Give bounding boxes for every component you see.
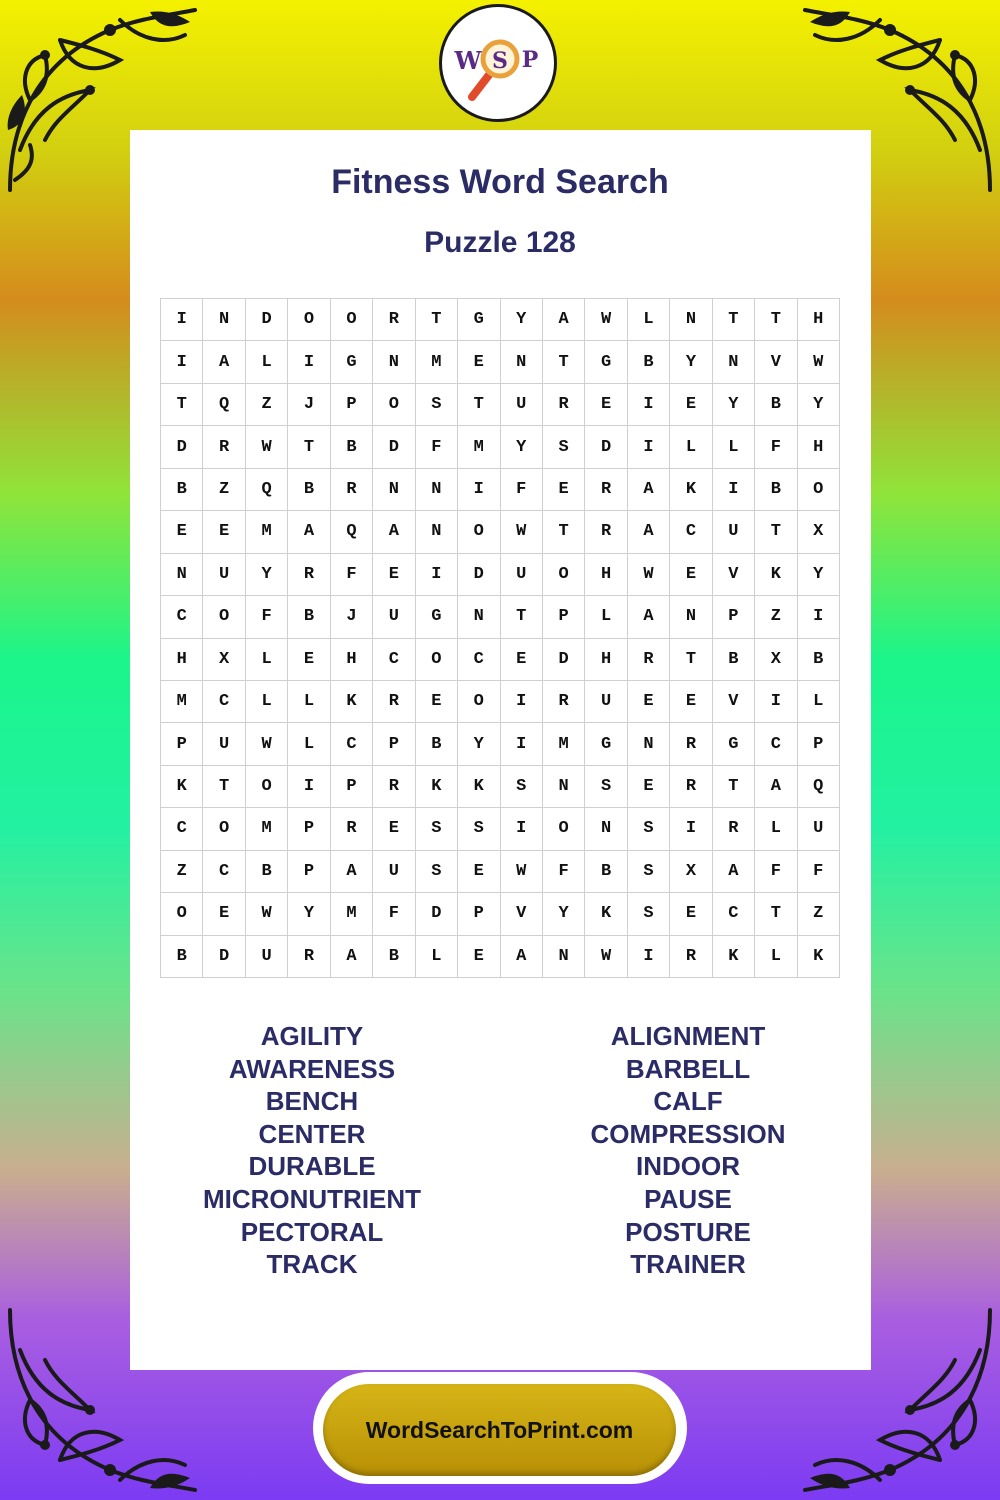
grid-cell: A — [628, 469, 670, 511]
word-list-item: TRACK — [266, 1249, 358, 1280]
grid-cell: K — [331, 681, 373, 723]
grid-cell: G — [458, 299, 500, 341]
grid-cell: N — [628, 723, 670, 765]
grid-cell: O — [203, 808, 245, 850]
grid-cell: B — [288, 596, 330, 638]
grid-cell: K — [585, 893, 627, 935]
word-list-item: INDOOR — [636, 1151, 740, 1182]
grid-cell: T — [670, 639, 712, 681]
grid-cell: B — [331, 426, 373, 468]
logo-letter-w: W — [454, 46, 482, 75]
word-list-item: CENTER — [258, 1118, 366, 1149]
grid-cell: N — [713, 341, 755, 383]
grid-cell: A — [628, 596, 670, 638]
letter-grid — [160, 298, 840, 978]
grid-cell: I — [628, 426, 670, 468]
grid-cell: F — [416, 426, 458, 468]
grid-cell: Y — [458, 723, 500, 765]
grid-cell: A — [543, 299, 585, 341]
grid-cell: T — [755, 511, 797, 553]
grid-cell: B — [161, 936, 203, 978]
grid-cell: D — [161, 426, 203, 468]
grid-cell: L — [288, 681, 330, 723]
grid-cell: T — [713, 766, 755, 808]
grid-cell: K — [798, 936, 840, 978]
grid-cell: D — [373, 426, 415, 468]
grid-cell: A — [331, 851, 373, 893]
grid-cell: Z — [798, 893, 840, 935]
grid-cell: B — [246, 851, 288, 893]
grid-cell: E — [373, 554, 415, 596]
grid-cell: R — [373, 299, 415, 341]
word-list-item: AWARENESS — [228, 1053, 396, 1084]
grid-cell: I — [288, 766, 330, 808]
grid-cell: D — [458, 554, 500, 596]
grid-cell: U — [203, 723, 245, 765]
grid-cell: H — [798, 299, 840, 341]
grid-cell: T — [288, 426, 330, 468]
grid-cell: C — [713, 893, 755, 935]
grid-cell: U — [713, 511, 755, 553]
word-list-left — [147, 1020, 477, 1281]
grid-cell: J — [288, 384, 330, 426]
grid-cell: L — [585, 596, 627, 638]
grid-cell: S — [416, 851, 458, 893]
grid-cell: Y — [543, 893, 585, 935]
grid-cell: S — [585, 766, 627, 808]
grid-cell: I — [501, 808, 543, 850]
grid-cell: S — [628, 808, 670, 850]
grid-cell: N — [543, 766, 585, 808]
grid-cell: L — [670, 426, 712, 468]
grid-cell: B — [416, 723, 458, 765]
grid-cell: U — [501, 554, 543, 596]
word-list-item: AGILITY — [260, 1021, 364, 1051]
grid-cell: B — [755, 384, 797, 426]
grid-cell: F — [798, 851, 840, 893]
grid-cell: I — [798, 596, 840, 638]
grid-cell: B — [373, 936, 415, 978]
grid-cell: T — [458, 384, 500, 426]
grid-cell: K — [713, 936, 755, 978]
grid-cell: T — [543, 511, 585, 553]
grid-cell: G — [331, 341, 373, 383]
grid-cell: E — [458, 341, 500, 383]
grid-cell: O — [458, 511, 500, 553]
grid-cell: C — [458, 639, 500, 681]
grid-cell: Q — [331, 511, 373, 553]
word-list-item: TRAINER — [630, 1249, 746, 1280]
grid-cell: W — [246, 723, 288, 765]
grid-cell: V — [755, 341, 797, 383]
grid-cell: E — [670, 384, 712, 426]
grid-cell: B — [288, 469, 330, 511]
grid-cell: E — [458, 936, 500, 978]
magnifier-icon — [446, 11, 550, 115]
grid-cell: C — [670, 511, 712, 553]
grid-cell: B — [161, 469, 203, 511]
grid-cell: G — [713, 723, 755, 765]
grid-cell: H — [585, 554, 627, 596]
grid-cell: R — [331, 808, 373, 850]
word-list-item: DURABLE — [248, 1151, 376, 1182]
grid-cell: L — [755, 936, 797, 978]
grid-cell: I — [628, 384, 670, 426]
grid-cell: W — [585, 936, 627, 978]
grid-cell: I — [755, 681, 797, 723]
grid-cell: Y — [288, 893, 330, 935]
grid-cell: N — [458, 596, 500, 638]
grid-cell: J — [331, 596, 373, 638]
grid-cell: T — [416, 299, 458, 341]
grid-cell: F — [543, 851, 585, 893]
grid-cell: E — [628, 766, 670, 808]
grid-cell: Q — [246, 469, 288, 511]
grid-cell: Y — [501, 426, 543, 468]
grid-cell: U — [501, 384, 543, 426]
grid-cell: O — [543, 554, 585, 596]
grid-cell: H — [585, 639, 627, 681]
grid-cell: T — [203, 766, 245, 808]
grid-cell: P — [161, 723, 203, 765]
grid-cell: T — [755, 893, 797, 935]
grid-cell: R — [585, 511, 627, 553]
word-list-item: POSTURE — [625, 1216, 751, 1247]
grid-cell: L — [246, 681, 288, 723]
grid-cell: G — [416, 596, 458, 638]
grid-cell: Y — [713, 384, 755, 426]
grid-cell: N — [416, 511, 458, 553]
grid-cell: P — [798, 723, 840, 765]
word-list-item: PAUSE — [644, 1183, 732, 1214]
grid-cell: B — [755, 469, 797, 511]
grid-cell: A — [713, 851, 755, 893]
grid-cell: U — [203, 554, 245, 596]
grid-cell: E — [585, 384, 627, 426]
grid-cell: F — [755, 426, 797, 468]
grid-cell: I — [501, 723, 543, 765]
grid-cell: X — [203, 639, 245, 681]
grid-cell: P — [373, 723, 415, 765]
word-list-item: MICRONUTRIENT — [202, 1183, 422, 1214]
grid-cell: M — [161, 681, 203, 723]
grid-cell: N — [373, 341, 415, 383]
grid-cell: D — [246, 299, 288, 341]
grid-cell: L — [416, 936, 458, 978]
grid-cell: E — [628, 681, 670, 723]
grid-cell: I — [628, 936, 670, 978]
grid-cell: Y — [670, 341, 712, 383]
grid-cell: M — [246, 511, 288, 553]
grid-cell: M — [331, 893, 373, 935]
grid-cell: E — [543, 469, 585, 511]
grid-cell: N — [543, 936, 585, 978]
grid-cell: G — [585, 723, 627, 765]
grid-cell: T — [501, 596, 543, 638]
grid-cell: X — [798, 511, 840, 553]
grid-cell: S — [628, 893, 670, 935]
grid-cell: L — [246, 341, 288, 383]
grid-cell: O — [458, 681, 500, 723]
grid-cell: R — [543, 384, 585, 426]
grid-cell: R — [288, 936, 330, 978]
grid-cell: W — [798, 341, 840, 383]
grid-cell: T — [543, 341, 585, 383]
grid-cell: C — [203, 851, 245, 893]
grid-cell: O — [246, 766, 288, 808]
wsp-logo — [439, 4, 557, 122]
grid-cell: F — [755, 851, 797, 893]
grid-cell: W — [585, 299, 627, 341]
grid-cell: L — [628, 299, 670, 341]
grid-cell: Y — [798, 554, 840, 596]
grid-cell: B — [798, 639, 840, 681]
grid-cell: E — [416, 681, 458, 723]
grid-cell: S — [458, 808, 500, 850]
grid-cell: C — [755, 723, 797, 765]
grid-cell: R — [713, 808, 755, 850]
grid-cell: V — [501, 893, 543, 935]
grid-cell: O — [798, 469, 840, 511]
grid-cell: A — [331, 936, 373, 978]
grid-cell: W — [246, 893, 288, 935]
grid-cell: A — [203, 341, 245, 383]
grid-cell: R — [331, 469, 373, 511]
grid-cell: Y — [501, 299, 543, 341]
grid-cell: M — [543, 723, 585, 765]
grid-cell: Z — [203, 469, 245, 511]
grid-cell: T — [755, 299, 797, 341]
grid-cell: U — [373, 596, 415, 638]
grid-cell: R — [670, 723, 712, 765]
grid-cell: H — [331, 639, 373, 681]
grid-cell: K — [755, 554, 797, 596]
grid-cell: F — [246, 596, 288, 638]
grid-cell: E — [670, 681, 712, 723]
grid-cell: R — [585, 469, 627, 511]
grid-cell: R — [670, 936, 712, 978]
word-list-item: ALIGNMENT — [610, 1021, 766, 1051]
grid-cell: P — [331, 766, 373, 808]
grid-cell: I — [713, 469, 755, 511]
grid-cell: W — [246, 426, 288, 468]
grid-cell: U — [373, 851, 415, 893]
grid-cell: C — [331, 723, 373, 765]
grid-cell: H — [798, 426, 840, 468]
grid-cell: X — [755, 639, 797, 681]
grid-cell: L — [755, 808, 797, 850]
logo-letter-s: S — [492, 48, 508, 74]
grid-cell: N — [670, 596, 712, 638]
grid-cell: E — [288, 639, 330, 681]
grid-cell: Y — [798, 384, 840, 426]
grid-cell: V — [713, 681, 755, 723]
grid-cell: P — [331, 384, 373, 426]
grid-cell: Q — [203, 384, 245, 426]
grid-cell: O — [161, 893, 203, 935]
grid-cell: E — [501, 639, 543, 681]
grid-cell: W — [501, 851, 543, 893]
grid-cell: G — [585, 341, 627, 383]
grid-cell: S — [501, 766, 543, 808]
grid-cell: Q — [798, 766, 840, 808]
site-link-button[interactable]: WordSearchToPrint.com — [323, 1384, 676, 1476]
grid-cell: X — [670, 851, 712, 893]
grid-cell: C — [161, 808, 203, 850]
grid-cell: R — [288, 554, 330, 596]
grid-cell: A — [288, 511, 330, 553]
word-list-right — [523, 1020, 853, 1281]
grid-cell: M — [458, 426, 500, 468]
grid-cell: D — [543, 639, 585, 681]
grid-cell: W — [501, 511, 543, 553]
logo-letter-p: P — [521, 47, 539, 73]
grid-cell: A — [373, 511, 415, 553]
grid-cell: Z — [755, 596, 797, 638]
grid-cell: S — [543, 426, 585, 468]
grid-cell: C — [373, 639, 415, 681]
grid-cell: L — [798, 681, 840, 723]
grid-cell: A — [755, 766, 797, 808]
word-list-item: BARBELL — [625, 1053, 751, 1084]
grid-cell: K — [161, 766, 203, 808]
grid-cell: O — [203, 596, 245, 638]
grid-cell: M — [416, 341, 458, 383]
grid-cell: O — [331, 299, 373, 341]
word-list-item: COMPRESSION — [590, 1118, 786, 1149]
grid-cell: P — [713, 596, 755, 638]
grid-cell: I — [416, 554, 458, 596]
grid-cell: D — [416, 893, 458, 935]
grid-cell: O — [416, 639, 458, 681]
grid-cell: F — [373, 893, 415, 935]
grid-cell: H — [161, 639, 203, 681]
word-list-item: CALF — [653, 1086, 723, 1117]
grid-cell: Z — [161, 851, 203, 893]
grid-cell: E — [670, 893, 712, 935]
page-title: Fitness Word Search — [331, 163, 669, 201]
grid-cell: E — [203, 511, 245, 553]
grid-cell: O — [373, 384, 415, 426]
grid-cell: L — [246, 639, 288, 681]
grid-cell: P — [543, 596, 585, 638]
grid-cell: N — [416, 469, 458, 511]
grid-cell: L — [713, 426, 755, 468]
grid-cell: I — [501, 681, 543, 723]
grid-cell: S — [628, 851, 670, 893]
grid-cell: N — [161, 554, 203, 596]
grid-cell: R — [543, 681, 585, 723]
grid-cell: Y — [246, 554, 288, 596]
word-list-item: PECTORAL — [240, 1216, 384, 1247]
grid-cell: N — [670, 299, 712, 341]
grid-cell: R — [373, 681, 415, 723]
grid-cell: N — [585, 808, 627, 850]
grid-cell: A — [628, 511, 670, 553]
grid-cell: P — [288, 851, 330, 893]
grid-cell: O — [543, 808, 585, 850]
grid-cell: E — [670, 554, 712, 596]
grid-cell: K — [458, 766, 500, 808]
grid-cell: A — [501, 936, 543, 978]
grid-cell: B — [628, 341, 670, 383]
grid-cell: E — [373, 808, 415, 850]
grid-cell: I — [670, 808, 712, 850]
grid-cell: F — [501, 469, 543, 511]
grid-cell: S — [416, 384, 458, 426]
grid-cell: B — [585, 851, 627, 893]
grid-cell: I — [161, 341, 203, 383]
grid-cell: E — [203, 893, 245, 935]
grid-cell: P — [288, 808, 330, 850]
grid-cell: E — [458, 851, 500, 893]
grid-cell: N — [203, 299, 245, 341]
grid-cell: S — [416, 808, 458, 850]
grid-cell: C — [203, 681, 245, 723]
grid-cell: W — [628, 554, 670, 596]
grid-cell: I — [288, 341, 330, 383]
grid-cell: D — [585, 426, 627, 468]
grid-cell: E — [161, 511, 203, 553]
grid-cell: U — [246, 936, 288, 978]
grid-cell: O — [288, 299, 330, 341]
grid-cell: F — [331, 554, 373, 596]
grid-cell: B — [713, 639, 755, 681]
grid-cell: D — [203, 936, 245, 978]
grid-cell: C — [161, 596, 203, 638]
grid-cell: N — [373, 469, 415, 511]
grid-cell: P — [458, 893, 500, 935]
word-list-item: BENCH — [265, 1086, 359, 1117]
grid-cell: U — [798, 808, 840, 850]
grid-cell: I — [458, 469, 500, 511]
grid-cell: N — [501, 341, 543, 383]
grid-cell: T — [161, 384, 203, 426]
grid-cell: K — [670, 469, 712, 511]
grid-cell: V — [713, 554, 755, 596]
grid-cell: T — [713, 299, 755, 341]
grid-cell: I — [161, 299, 203, 341]
grid-cell: R — [203, 426, 245, 468]
grid-cell: R — [373, 766, 415, 808]
grid-cell: R — [670, 766, 712, 808]
grid-cell: K — [416, 766, 458, 808]
grid-cell: R — [628, 639, 670, 681]
grid-cell: L — [288, 723, 330, 765]
grid-cell: U — [585, 681, 627, 723]
puzzle-number: Puzzle 128 — [424, 226, 576, 259]
grid-cell: Z — [246, 384, 288, 426]
grid-cell: M — [246, 808, 288, 850]
